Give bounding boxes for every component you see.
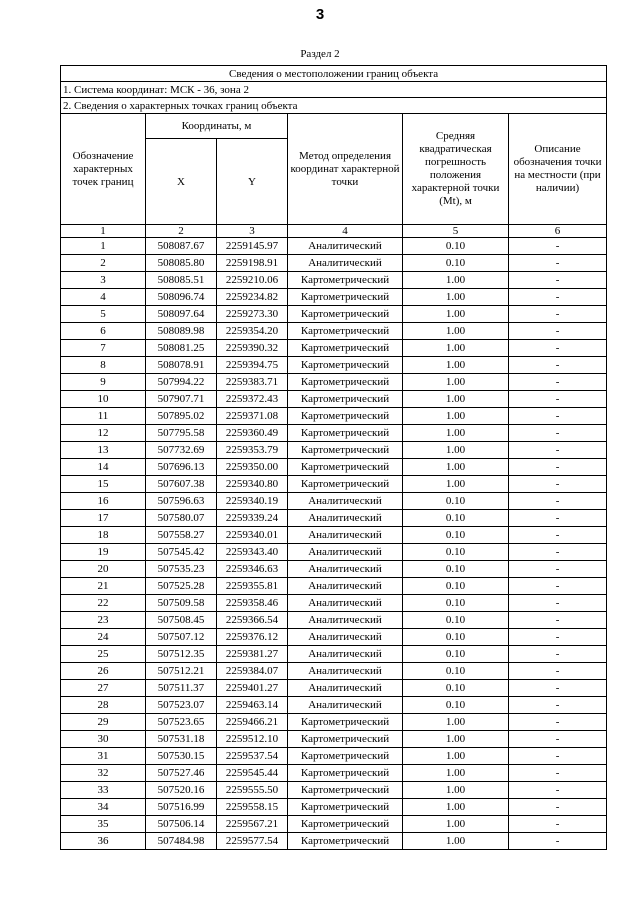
point-id: 4 (61, 289, 146, 306)
coord-x: 507558.27 (146, 527, 217, 544)
error-value: 1.00 (403, 476, 509, 493)
coord-x: 507994.22 (146, 374, 217, 391)
coord-y: 2259372.43 (217, 391, 288, 408)
coord-y: 2259358.46 (217, 595, 288, 612)
error-value: 0.10 (403, 612, 509, 629)
table-row (61, 442, 607, 459)
coord-x: 507507.12 (146, 629, 217, 646)
coord-x: 507907.71 (146, 391, 217, 408)
coord-x: 508089.98 (146, 323, 217, 340)
point-id: 2 (61, 255, 146, 272)
error-value: 0.10 (403, 255, 509, 272)
coord-y: 2259145.97 (217, 238, 288, 255)
point-id: 12 (61, 425, 146, 442)
method: Картометрический (288, 408, 403, 425)
description: - (509, 493, 607, 510)
description: - (509, 323, 607, 340)
header-error: Средняя квадратическая погрешность положения характерной точки (Mt), м (403, 114, 509, 225)
coord-y: 2259394.75 (217, 357, 288, 374)
error-value: 1.00 (403, 391, 509, 408)
description: - (509, 816, 607, 833)
description: - (509, 442, 607, 459)
point-id: 21 (61, 578, 146, 595)
header-x: X (146, 139, 217, 225)
description: - (509, 714, 607, 731)
coord-x: 507484.98 (146, 833, 217, 850)
table-row (61, 731, 607, 748)
coord-x: 508097.64 (146, 306, 217, 323)
coord-y: 2259383.71 (217, 374, 288, 391)
table-row (61, 255, 607, 272)
error-value: 0.10 (403, 238, 509, 255)
description: - (509, 238, 607, 255)
method: Картометрический (288, 816, 403, 833)
error-value: 1.00 (403, 782, 509, 799)
point-id: 24 (61, 629, 146, 646)
point-id: 10 (61, 391, 146, 408)
description: - (509, 391, 607, 408)
table-row (61, 646, 607, 663)
error-value: 0.10 (403, 527, 509, 544)
description: - (509, 697, 607, 714)
header-description: Описание обозначения точки на местности (при наличии) (509, 114, 607, 225)
description: - (509, 833, 607, 850)
description: - (509, 680, 607, 697)
coord-y: 2259466.21 (217, 714, 288, 731)
description: - (509, 544, 607, 561)
point-id: 14 (61, 459, 146, 476)
coord-x: 507895.02 (146, 408, 217, 425)
coord-y: 2259355.81 (217, 578, 288, 595)
description: - (509, 629, 607, 646)
coord-y: 2259354.20 (217, 323, 288, 340)
table-row (61, 459, 607, 476)
table-row (61, 238, 607, 255)
description: - (509, 476, 607, 493)
coord-x: 507531.18 (146, 731, 217, 748)
point-id: 22 (61, 595, 146, 612)
error-value: 0.10 (403, 544, 509, 561)
description: - (509, 357, 607, 374)
error-value: 1.00 (403, 323, 509, 340)
point-id: 32 (61, 765, 146, 782)
method: Картометрический (288, 374, 403, 391)
description: - (509, 646, 607, 663)
description: - (509, 748, 607, 765)
table-row (61, 323, 607, 340)
description: - (509, 272, 607, 289)
point-id: 36 (61, 833, 146, 850)
column-number: 6 (509, 225, 607, 238)
description: - (509, 799, 607, 816)
point-id: 27 (61, 680, 146, 697)
table-row (61, 612, 607, 629)
table-row (61, 578, 607, 595)
coord-y: 2259234.82 (217, 289, 288, 306)
point-id: 8 (61, 357, 146, 374)
error-value: 1.00 (403, 289, 509, 306)
method: Картометрический (288, 731, 403, 748)
method: Аналитический (288, 578, 403, 595)
coord-x: 507527.46 (146, 765, 217, 782)
table-row (61, 697, 607, 714)
table-row (61, 663, 607, 680)
boundary-points-table (60, 65, 607, 850)
method: Картометрический (288, 357, 403, 374)
error-value: 1.00 (403, 459, 509, 476)
coord-y: 2259343.40 (217, 544, 288, 561)
description: - (509, 595, 607, 612)
method: Аналитический (288, 238, 403, 255)
column-number-row (61, 225, 607, 238)
coord-x: 507520.16 (146, 782, 217, 799)
coord-x: 507512.35 (146, 646, 217, 663)
error-value: 0.10 (403, 646, 509, 663)
point-id: 23 (61, 612, 146, 629)
error-value: 0.10 (403, 663, 509, 680)
header-y: Y (217, 139, 288, 225)
error-value: 1.00 (403, 799, 509, 816)
point-id: 34 (61, 799, 146, 816)
table-row (61, 782, 607, 799)
point-id: 30 (61, 731, 146, 748)
table-row (61, 425, 607, 442)
description: - (509, 289, 607, 306)
method: Картометрический (288, 306, 403, 323)
method: Аналитический (288, 697, 403, 714)
method: Картометрический (288, 289, 403, 306)
point-id: 1 (61, 238, 146, 255)
error-value: 1.00 (403, 765, 509, 782)
coord-y: 2259353.79 (217, 442, 288, 459)
coord-y: 2259350.00 (217, 459, 288, 476)
method: Аналитический (288, 629, 403, 646)
error-value: 0.10 (403, 578, 509, 595)
error-value: 1.00 (403, 714, 509, 731)
column-number: 3 (217, 225, 288, 238)
table-row (61, 595, 607, 612)
coord-y: 2259340.19 (217, 493, 288, 510)
column-number: 5 (403, 225, 509, 238)
method: Аналитический (288, 595, 403, 612)
point-id: 16 (61, 493, 146, 510)
error-value: 0.10 (403, 561, 509, 578)
error-value: 1.00 (403, 408, 509, 425)
table-row (61, 680, 607, 697)
coord-y: 2259340.80 (217, 476, 288, 493)
coord-x: 508087.67 (146, 238, 217, 255)
table-row (61, 765, 607, 782)
coord-x: 507596.63 (146, 493, 217, 510)
coord-y: 2259577.54 (217, 833, 288, 850)
description: - (509, 425, 607, 442)
point-id: 25 (61, 646, 146, 663)
point-id: 15 (61, 476, 146, 493)
description: - (509, 459, 607, 476)
method: Аналитический (288, 646, 403, 663)
coord-x: 507530.15 (146, 748, 217, 765)
table-row (61, 391, 607, 408)
coord-y: 2259210.06 (217, 272, 288, 289)
method: Аналитический (288, 255, 403, 272)
point-id: 33 (61, 782, 146, 799)
method: Картометрический (288, 459, 403, 476)
coord-y: 2259360.49 (217, 425, 288, 442)
coord-y: 2259567.21 (217, 816, 288, 833)
coord-x: 508078.91 (146, 357, 217, 374)
table-row (61, 340, 607, 357)
description: - (509, 663, 607, 680)
method: Аналитический (288, 510, 403, 527)
coord-y: 2259558.15 (217, 799, 288, 816)
point-id: 7 (61, 340, 146, 357)
point-id: 28 (61, 697, 146, 714)
point-id: 3 (61, 272, 146, 289)
table-row (61, 527, 607, 544)
points-heading: 2. Сведения о характерных точках границ объекта (61, 98, 607, 114)
method: Аналитический (288, 612, 403, 629)
column-number: 2 (146, 225, 217, 238)
method: Картометрический (288, 272, 403, 289)
coord-y: 2259371.08 (217, 408, 288, 425)
method: Аналитический (288, 663, 403, 680)
table-row (61, 408, 607, 425)
error-value: 1.00 (403, 340, 509, 357)
error-value: 1.00 (403, 442, 509, 459)
table-row (61, 748, 607, 765)
coord-x: 507523.07 (146, 697, 217, 714)
coord-y: 2259339.24 (217, 510, 288, 527)
error-value: 1.00 (403, 306, 509, 323)
error-value: 0.10 (403, 697, 509, 714)
header-point: Обозначение характерных точек границ (61, 114, 146, 225)
coord-y: 2259545.44 (217, 765, 288, 782)
coord-x: 507506.14 (146, 816, 217, 833)
method: Аналитический (288, 544, 403, 561)
coord-y: 2259376.12 (217, 629, 288, 646)
error-value: 0.10 (403, 629, 509, 646)
description: - (509, 374, 607, 391)
coord-x: 507795.58 (146, 425, 217, 442)
coord-x: 508085.51 (146, 272, 217, 289)
coord-y: 2259273.30 (217, 306, 288, 323)
table-row (61, 833, 607, 850)
coord-y: 2259555.50 (217, 782, 288, 799)
table-row (61, 357, 607, 374)
method: Картометрический (288, 442, 403, 459)
point-id: 35 (61, 816, 146, 833)
method: Картометрический (288, 833, 403, 850)
method: Картометрический (288, 782, 403, 799)
table-row (61, 272, 607, 289)
error-value: 1.00 (403, 357, 509, 374)
error-value: 1.00 (403, 272, 509, 289)
page-number: 3 (315, 6, 325, 23)
coord-x: 507545.42 (146, 544, 217, 561)
coord-x: 507516.99 (146, 799, 217, 816)
description: - (509, 782, 607, 799)
table-row (61, 714, 607, 731)
section-title: Раздел 2 (300, 48, 340, 60)
coord-x: 507508.45 (146, 612, 217, 629)
description: - (509, 527, 607, 544)
table-row (61, 510, 607, 527)
coord-y: 2259537.54 (217, 748, 288, 765)
coord-y: 2259512.10 (217, 731, 288, 748)
column-number: 4 (288, 225, 403, 238)
table-row (61, 799, 607, 816)
method: Аналитический (288, 561, 403, 578)
description: - (509, 510, 607, 527)
description: - (509, 306, 607, 323)
method: Картометрический (288, 340, 403, 357)
coord-x: 507696.13 (146, 459, 217, 476)
coord-x: 507525.28 (146, 578, 217, 595)
point-id: 6 (61, 323, 146, 340)
description: - (509, 561, 607, 578)
table-row (61, 374, 607, 391)
method: Картометрический (288, 425, 403, 442)
description: - (509, 765, 607, 782)
table-row (61, 289, 607, 306)
method: Картометрический (288, 748, 403, 765)
coord-x: 508085.80 (146, 255, 217, 272)
table-row (61, 816, 607, 833)
point-id: 11 (61, 408, 146, 425)
coord-x: 507509.58 (146, 595, 217, 612)
error-value: 1.00 (403, 731, 509, 748)
coord-y: 2259384.07 (217, 663, 288, 680)
coord-y: 2259390.32 (217, 340, 288, 357)
description: - (509, 255, 607, 272)
error-value: 0.10 (403, 493, 509, 510)
error-value: 0.10 (403, 680, 509, 697)
coord-y: 2259366.54 (217, 612, 288, 629)
coord-x: 507535.23 (146, 561, 217, 578)
point-id: 17 (61, 510, 146, 527)
method: Аналитический (288, 680, 403, 697)
error-value: 1.00 (403, 748, 509, 765)
description: - (509, 578, 607, 595)
coord-x: 507512.21 (146, 663, 217, 680)
method: Картометрический (288, 476, 403, 493)
method: Аналитический (288, 493, 403, 510)
table-row (61, 629, 607, 646)
point-id: 29 (61, 714, 146, 731)
point-id: 20 (61, 561, 146, 578)
point-id: 31 (61, 748, 146, 765)
coord-y: 2259401.27 (217, 680, 288, 697)
header-method: Метод определения координат характерной точки (288, 114, 403, 225)
column-number: 1 (61, 225, 146, 238)
coord-y: 2259381.27 (217, 646, 288, 663)
description: - (509, 731, 607, 748)
error-value: 1.00 (403, 816, 509, 833)
point-id: 5 (61, 306, 146, 323)
table-row (61, 544, 607, 561)
coord-y: 2259346.63 (217, 561, 288, 578)
coord-y: 2259463.14 (217, 697, 288, 714)
point-id: 26 (61, 663, 146, 680)
table-row (61, 306, 607, 323)
table-row (61, 561, 607, 578)
error-value: 0.10 (403, 510, 509, 527)
point-id: 9 (61, 374, 146, 391)
error-value: 0.10 (403, 595, 509, 612)
method: Аналитический (288, 527, 403, 544)
point-id: 19 (61, 544, 146, 561)
coord-y: 2259340.01 (217, 527, 288, 544)
table-title: Сведения о местоположении границ объекта (61, 66, 607, 82)
error-value: 1.00 (403, 374, 509, 391)
coord-x: 507732.69 (146, 442, 217, 459)
method: Картометрический (288, 714, 403, 731)
table-row (61, 493, 607, 510)
coord-y: 2259198.91 (217, 255, 288, 272)
error-value: 1.00 (403, 833, 509, 850)
method: Картометрический (288, 765, 403, 782)
coord-x: 507607.38 (146, 476, 217, 493)
coord-x: 507523.65 (146, 714, 217, 731)
header-coords: Координаты, м (146, 114, 288, 139)
point-id: 13 (61, 442, 146, 459)
method: Картометрический (288, 391, 403, 408)
description: - (509, 612, 607, 629)
coord-x: 508096.74 (146, 289, 217, 306)
error-value: 1.00 (403, 425, 509, 442)
table-row (61, 476, 607, 493)
method: Картометрический (288, 323, 403, 340)
coord-x: 507580.07 (146, 510, 217, 527)
description: - (509, 340, 607, 357)
coordinate-system: 1. Система координат: МСК - 36, зона 2 (61, 82, 607, 98)
coord-x: 508081.25 (146, 340, 217, 357)
method: Картометрический (288, 799, 403, 816)
coord-x: 507511.37 (146, 680, 217, 697)
point-id: 18 (61, 527, 146, 544)
description: - (509, 408, 607, 425)
